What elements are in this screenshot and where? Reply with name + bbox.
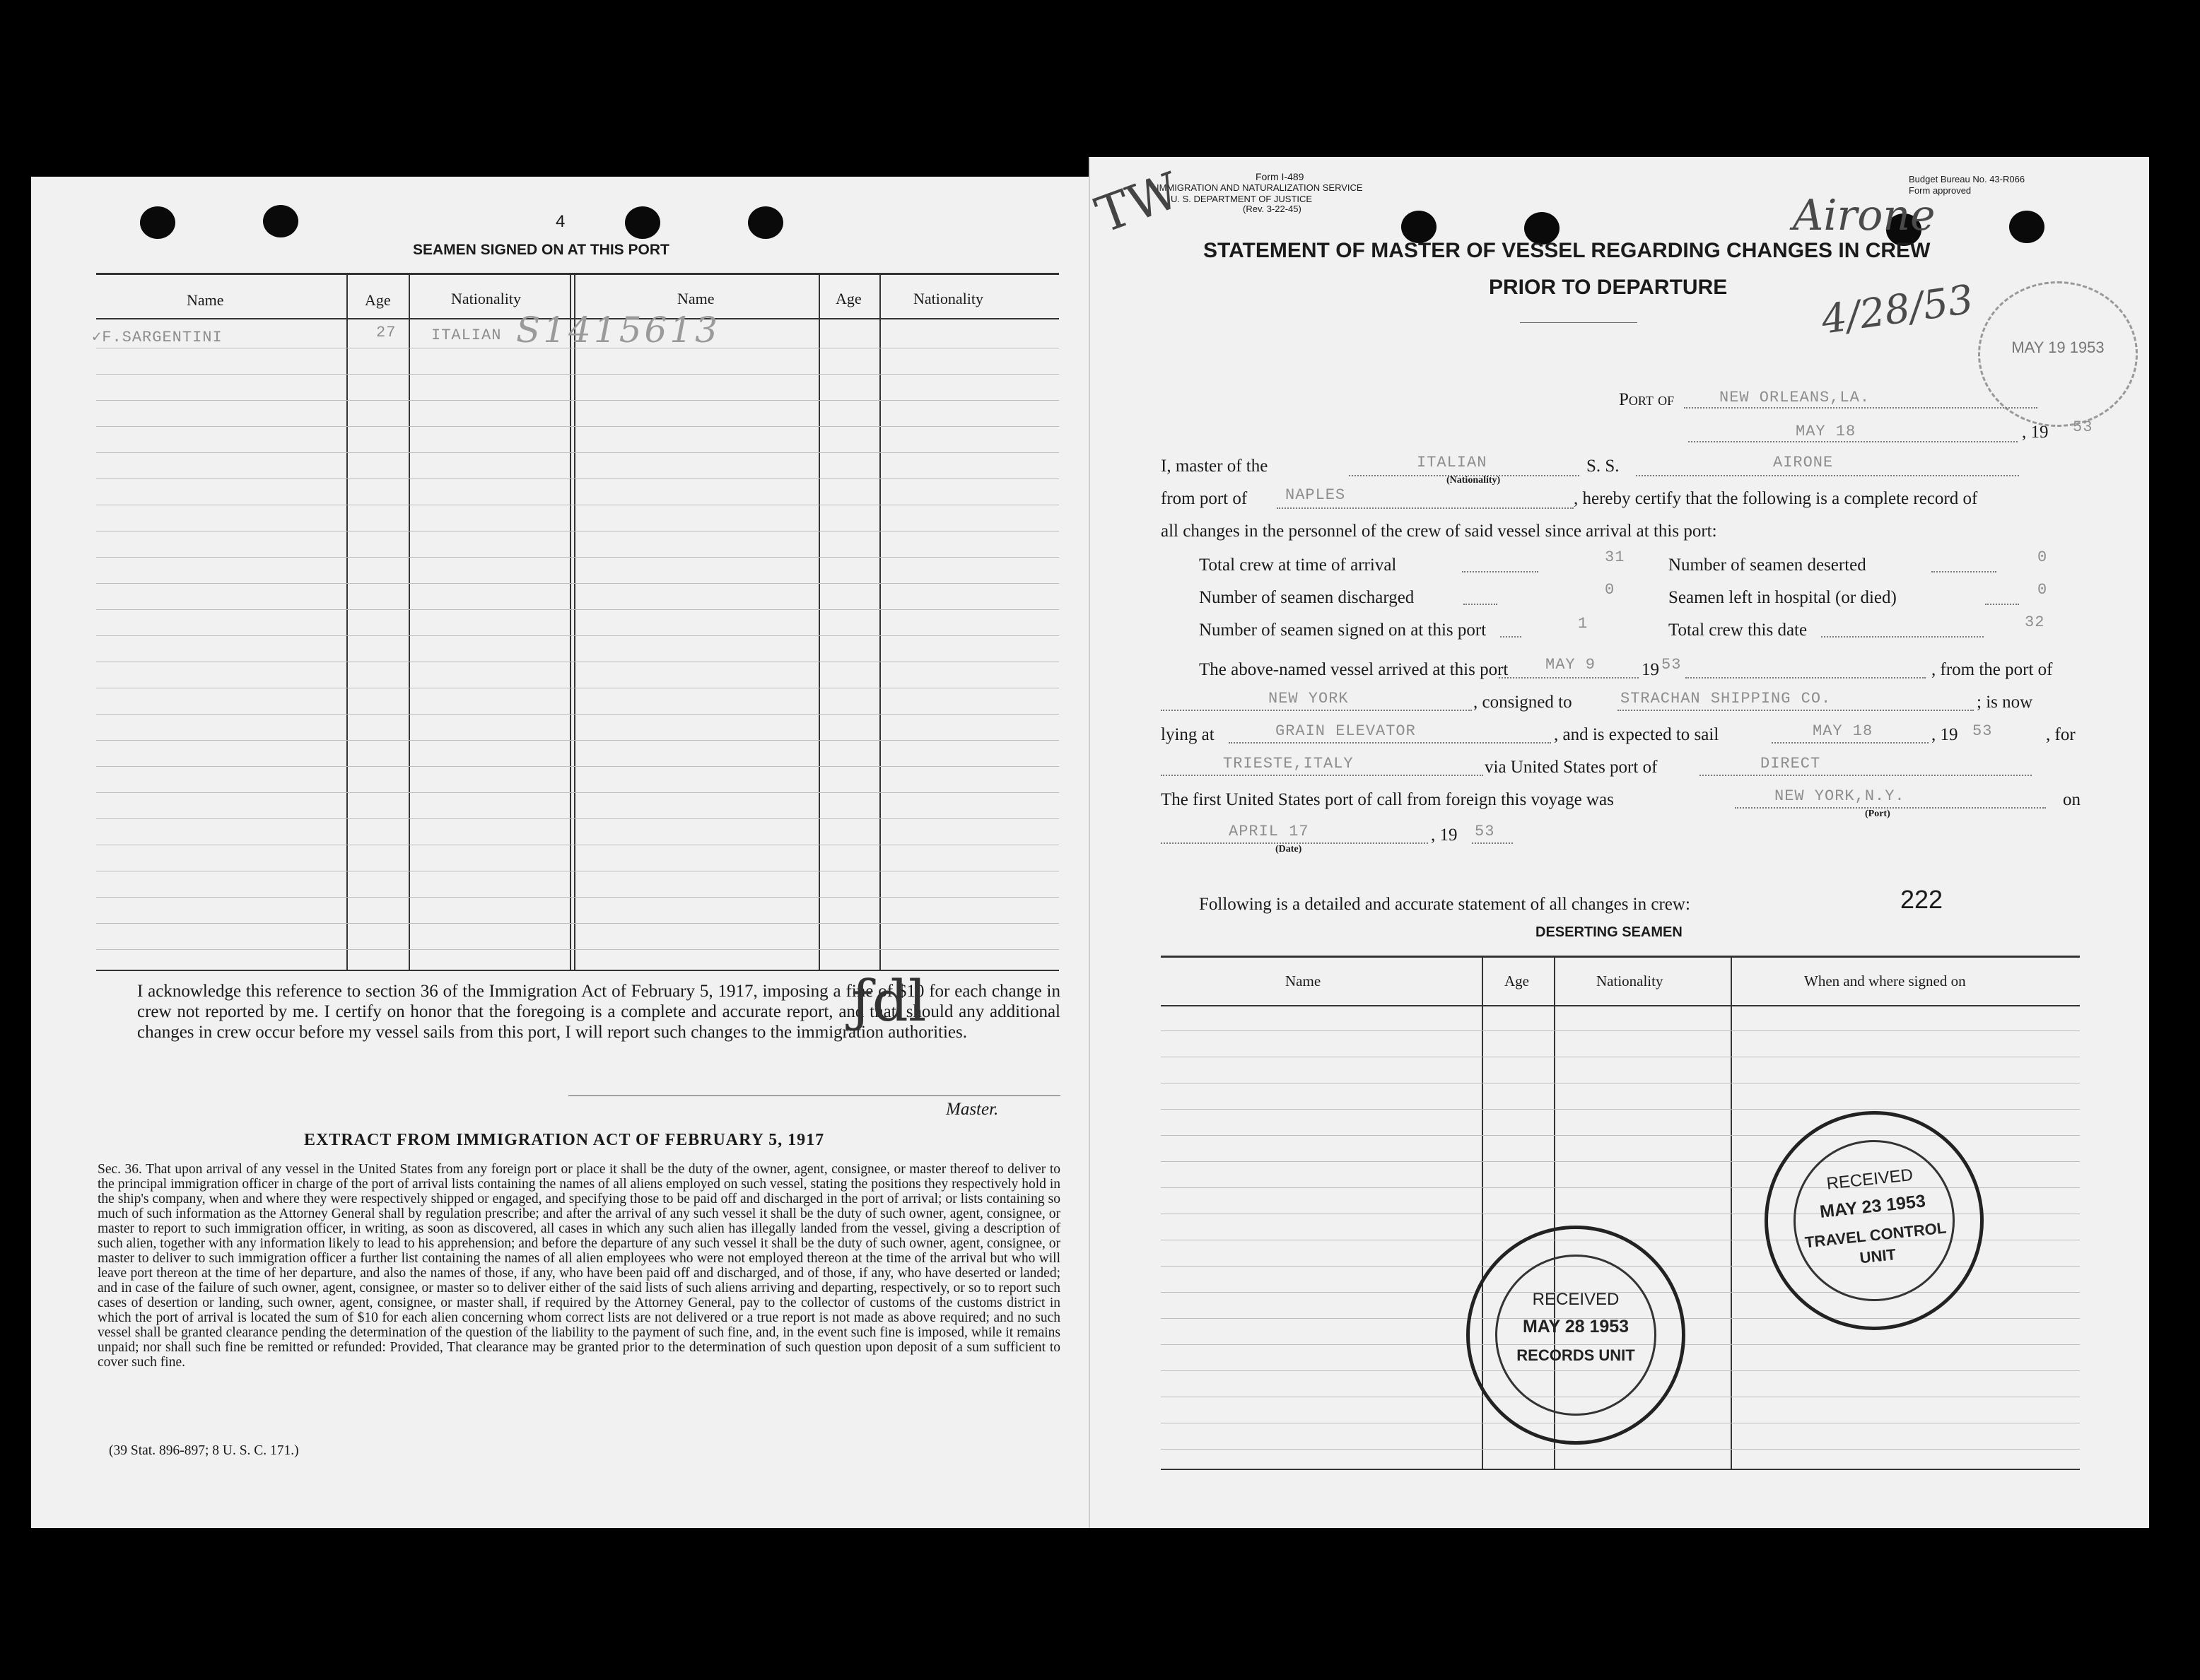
- row-rule: [96, 374, 1059, 375]
- date-stamp-top: [1978, 281, 2138, 427]
- col-header-nationality-2: Nationality: [913, 290, 983, 307]
- travel-stamp-line4: UNIT: [1859, 1245, 1897, 1267]
- column-divider: [409, 273, 410, 970]
- via-value: DIRECT: [1760, 755, 1821, 773]
- row-rule: [1161, 1449, 2080, 1450]
- first-year-label: , 19: [1431, 826, 1458, 845]
- on-label: on: [2063, 790, 2081, 809]
- seaman-id-note: S1415613: [516, 310, 720, 351]
- row-rule: [96, 740, 1059, 741]
- punch-hole: [140, 206, 175, 239]
- col-header-age-2: Age: [836, 290, 862, 307]
- signature-line: [568, 1095, 1060, 1096]
- row-rule: [96, 792, 1059, 793]
- changes-text: all changes in the personnel of the crew of said vessel since arrival at this port:: [1161, 522, 1717, 541]
- des-col-signed: When and where signed on: [1804, 973, 1966, 989]
- column-divider: [1731, 956, 1732, 1469]
- col-header-name-2: Name: [677, 290, 715, 307]
- from-port-fill: [1277, 507, 1574, 509]
- row-rule: [96, 557, 1059, 558]
- arrived-from: NEW YORK: [1268, 690, 1349, 707]
- year-value: 53: [2073, 418, 2093, 436]
- certification-text: I acknowledge this reference to section 36 of the Immigration Act of February 5, 1917, imposing a fine of $10 for each change in crew not reported by me. I certify on honor that the foregoing is a complete and accurate report, and that, should any additional changes in crew occur before my vessel sails from this port, I will report such changes to the immigration authorities.: [137, 982, 1060, 1042]
- stat-discharged-label: Number of seamen discharged: [1199, 588, 1415, 607]
- handwritten-date: 4/28/53: [1818, 276, 1977, 343]
- row-rule: [96, 923, 1059, 924]
- nationality-value: ITALIAN: [1417, 454, 1487, 471]
- budget-line2: Form approved: [1909, 185, 1972, 196]
- handwritten-initials: TW: [1088, 161, 1188, 245]
- deserting-header-border: [1161, 1005, 2080, 1006]
- expected-label: , and is expected to sail: [1554, 725, 1719, 744]
- stat-signed-value: 1: [1578, 615, 1588, 633]
- port-caption: (Port): [1865, 809, 1890, 819]
- port-label: Port of: [1619, 390, 1675, 409]
- from-port-value: NAPLES: [1285, 486, 1346, 504]
- des-col-nationality: Nationality: [1596, 973, 1663, 989]
- arrived-label: The above-named vessel arrived at this port: [1199, 660, 1509, 679]
- travel-stamp-line3: TRAVEL CONTROL: [1803, 1218, 1948, 1252]
- budget-line1: Budget Bureau No. 43-R066: [1909, 174, 2025, 184]
- deserting-title: DESERTING SEAMEN: [1535, 924, 1683, 940]
- arrived-from-fill: [1161, 710, 1472, 711]
- stat-discharged-value: 0: [1605, 581, 1615, 599]
- stat-deserted-value: 0: [2037, 548, 2048, 566]
- stat-hospital-label: Seamen left in hospital (or died): [1668, 588, 1897, 607]
- col-header-name: Name: [187, 291, 224, 309]
- deserting-bottom-border: [1161, 1469, 2080, 1470]
- punch-hole: [263, 205, 298, 237]
- arrived-year-fill: [1685, 677, 1926, 679]
- col-header-nationality: Nationality: [451, 290, 521, 307]
- arrived-date-fill: [1499, 677, 1639, 679]
- vessel-value: AIRONE: [1773, 454, 1834, 471]
- des-col-age: Age: [1504, 973, 1529, 989]
- vessel-fill: [1636, 475, 2019, 476]
- seaman-age: 27: [376, 324, 397, 341]
- signature: ƒdl: [851, 968, 927, 1034]
- agency-line2: U. S. DEPARTMENT OF JUSTICE: [1171, 194, 1313, 204]
- form-number: Form I-489: [1256, 171, 1304, 182]
- certify-text: , hereby certify that the following is a complete record of: [1574, 489, 1978, 508]
- first-year-fill: [1472, 842, 1513, 844]
- row-rule: [96, 897, 1059, 898]
- records-unit-stamp: [1466, 1226, 1685, 1445]
- sail-year-label: , 19: [1931, 725, 1958, 744]
- nationality-caption: (Nationality): [1446, 475, 1501, 486]
- stat-hospital-fill: [1985, 604, 2019, 605]
- master-label: Master.: [946, 1100, 999, 1119]
- arrived-year-label: 19: [1642, 660, 1659, 679]
- punch-hole: [2009, 211, 2044, 243]
- extract-title: EXTRACT FROM IMMIGRATION ACT OF FEBRUARY 5, 1917: [304, 1131, 825, 1149]
- stat-discharged-fill: [1463, 604, 1497, 605]
- sail-year: 53: [1972, 722, 1993, 740]
- row-rule: [96, 818, 1059, 819]
- col-header-age: Age: [365, 291, 391, 309]
- destination: TRIESTE,ITALY: [1223, 755, 1354, 773]
- column-divider: [570, 273, 571, 970]
- lying-at-label: lying at: [1161, 725, 1215, 744]
- column-divider: [574, 273, 575, 970]
- stat-arrival-value: 31: [1605, 548, 1625, 566]
- stat-arrival-fill: [1462, 571, 1538, 572]
- from-port-label: from port of: [1161, 489, 1248, 508]
- travel-stamp-line1: RECEIVED: [1825, 1165, 1914, 1194]
- date-fill: [1688, 441, 2018, 442]
- records-stamp-line3: RECORDS UNIT: [1516, 1346, 1635, 1364]
- row-rule: [96, 635, 1059, 636]
- row-rule: [96, 949, 1059, 950]
- stat-signed-fill: [1500, 636, 1521, 638]
- row-rule: [1161, 1030, 2080, 1031]
- seaman-name: ✓F.SARGENTINI: [92, 329, 223, 346]
- records-stamp-line1: RECEIVED: [1532, 1290, 1620, 1309]
- from-the-port-label: , from the port of: [1931, 660, 2053, 679]
- master-of-label: I, master of the: [1161, 457, 1268, 476]
- form-revision: (Rev. 3-22-45): [1243, 204, 1301, 214]
- first-port-label: The first United States port of call from foreign this voyage was: [1161, 790, 1614, 809]
- seaman-nationality: ITALIAN: [431, 327, 502, 344]
- column-divider: [346, 273, 348, 970]
- is-now-label: ; is now: [1977, 693, 2033, 712]
- consignee: STRACHAN SHIPPING CO.: [1620, 690, 1832, 707]
- section-title: SEAMEN SIGNED ON AT THIS PORT: [413, 242, 669, 258]
- first-date: APRIL 17: [1229, 823, 1309, 840]
- des-col-name: Name: [1285, 973, 1321, 989]
- port-value: NEW ORLEANS,LA.: [1719, 389, 1871, 406]
- row-rule: [96, 714, 1059, 715]
- column-divider: [879, 273, 881, 970]
- stamp-top-date: MAY 19 1953: [2011, 339, 2105, 356]
- row-rule: [1161, 1109, 2080, 1110]
- punch-hole: [748, 206, 783, 239]
- arrived-date: MAY 9: [1545, 656, 1596, 674]
- for-label: , for: [2046, 725, 2076, 744]
- page-number: 4: [556, 212, 566, 231]
- stat-deserted-label: Number of seamen deserted: [1668, 556, 1866, 575]
- stat-total-label: Total crew this date: [1668, 621, 1808, 640]
- date-caption: (Date): [1275, 844, 1302, 854]
- row-rule: [96, 766, 1059, 767]
- extract-citation: (39 Stat. 896-897; 8 U. S. C. 171.): [109, 1443, 299, 1458]
- right-page: [1089, 157, 2149, 1528]
- first-year: 53: [1475, 823, 1495, 840]
- travel-control-stamp: [1754, 1100, 1995, 1341]
- punch-hole: [625, 206, 660, 239]
- via-label: via United States port of: [1485, 758, 1658, 777]
- stat-hospital-value: 0: [2037, 581, 2048, 599]
- stat-total-fill: [1821, 636, 1984, 638]
- table-top-border: [96, 273, 1059, 275]
- stat-deserted-fill: [1931, 571, 1996, 572]
- year-prefix: , 19: [2022, 423, 2049, 442]
- agency-line1: IMMIGRATION AND NATURALIZATION SERVICE: [1157, 182, 1363, 193]
- consigned-label: , consigned to: [1473, 693, 1572, 712]
- stat-total-value: 32: [2025, 613, 2045, 631]
- page-stamp-number: 222: [1900, 885, 1943, 914]
- form-title-line2: PRIOR TO DEPARTURE: [1489, 276, 1728, 299]
- handwritten-vessel: Airone: [1793, 191, 1936, 240]
- stat-arrival-label: Total crew at time of arrival: [1199, 556, 1397, 575]
- sail-date-fill: [1772, 742, 1929, 744]
- form-title-line1: STATEMENT OF MASTER OF VESSEL REGARDING CHANGES IN CREW: [1203, 239, 1931, 262]
- row-rule: [96, 426, 1059, 427]
- ss-label: S. S.: [1586, 457, 1620, 476]
- travel-stamp-line2: MAY 23 1953: [1818, 1191, 1927, 1222]
- records-stamp-line2: MAY 28 1953: [1522, 1317, 1629, 1337]
- following-text: Following is a detailed and accurate statement of all changes in crew:: [1199, 895, 1690, 914]
- date-value: MAY 18: [1796, 423, 1856, 440]
- via-fill: [1699, 775, 2032, 776]
- row-rule: [96, 478, 1059, 479]
- destination-fill: [1161, 775, 1483, 776]
- stat-signed-label: Number of seamen signed on at this port: [1199, 621, 1487, 640]
- title-underline: [1520, 322, 1637, 323]
- first-port-fill: [1735, 807, 2046, 809]
- arrived-year: 53: [1661, 656, 1682, 674]
- first-port: NEW YORK,N.Y.: [1774, 787, 1905, 805]
- consignee-fill: [1617, 710, 1974, 711]
- deserting-top-border: [1161, 956, 2080, 958]
- row-rule: [96, 583, 1059, 584]
- row-rule: [96, 609, 1059, 610]
- port-fill: [1684, 407, 2037, 409]
- extract-text: Sec. 36. That upon arrival of any vessel in the United States from any foreign port or place it shall be the duty of the owner, agent, consignee, or master thereof to deliver to the principal immigration officer in charge of the port of arrival lists containing the names of all aliens employed on such vessel, stating the positions they respectively hold in the ship's company, when and where they were respectively shipped or engaged, and specifying those to be paid off and discharged in the port of arrival; or lists containing so much of such information as the Attorney General shall by regulation prescribe; and after the arrival of any such vessel it shall be the duty of such owner, agent, consignee, or master to report to such immigration officer, in writing, as soon as discovered, all cases in which any such alien has illegally landed from the vessel, giving a description of such alien, together with any information likely to lead to his apprehension; and before the departure of any such vessel it shall be the duty of such owner, agent, consignee, or master to deliver to such immigration officer a further list containing the names of all alien employees who were not employed thereon at the time of the arrival but who will leave port thereon at the time of her departure, and also the names of those, if any, who have been paid off and discharged, and of those, if any, who have deserted or landed; and in case of the failure of such owner, agent, consignee, or master so to deliver either of the said lists of such aliens arriving and departing, respectively, or so to report such cases of desertion or landing, such owner, agent, consignee, or master shall, if required by the Attorney General, pay to the collector of customs of the customs district in which the port of arrival is located the sum of $10 for each alien concerning whom correct lists are not delivered or a true report is not made as above required; and no such vessel shall be granted clearance pending the determination of the question of the liability to the payment of such fine, and, in the event such fine is imposed, while it remains unpaid; nor shall such fine be remitted or refunded: Provided, That clearance may be granted prior to the determination of such question upon deposit of a sum sufficient to cover such fine.: [98, 1162, 1060, 1370]
- row-rule: [96, 452, 1059, 453]
- row-rule: [96, 400, 1059, 401]
- sail-date: MAY 18: [1813, 722, 1873, 740]
- left-page: [31, 177, 1089, 1528]
- lying-at-fill: [1229, 742, 1551, 744]
- column-divider: [819, 273, 820, 970]
- lying-at: GRAIN ELEVATOR: [1275, 722, 1416, 740]
